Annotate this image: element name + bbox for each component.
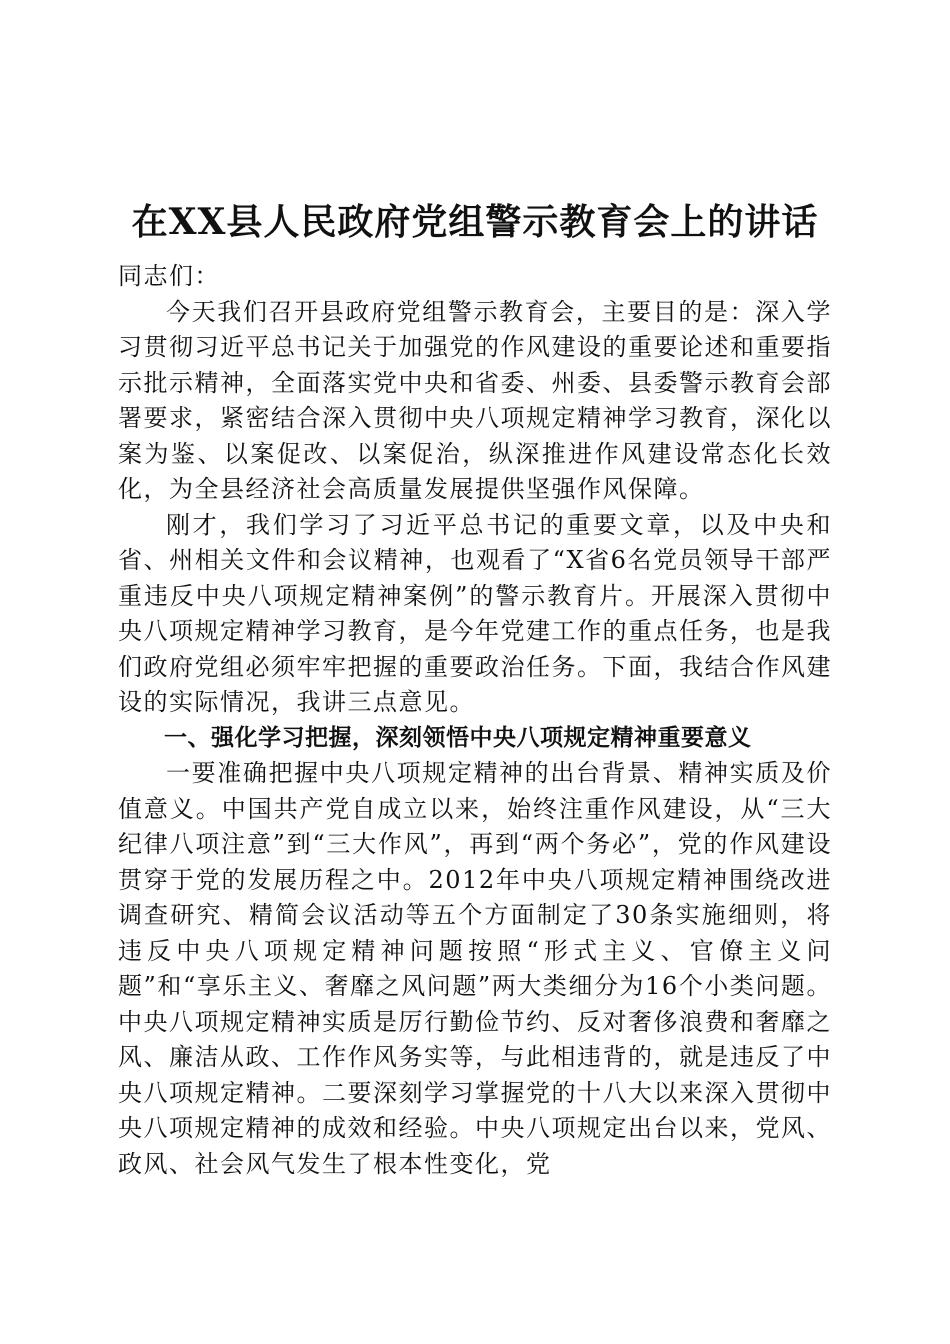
- paragraph-introduction: 刚才，我们学习了习近平总书记的重要文章，以及中央和省、州相关文件和会议精神，也观看了“X省6名党员领导干部严重违反中央八项规定精神案例”的警示教育片。开展深入贯彻中央八项规定精神学习教育，是今年党建工作的重点任务，也是我们政府党组必须牢牢把握的重要政治任务。下面，我结合作风建设的实际情况，我讲三点意见。: [118, 510, 832, 716]
- document-title: 在XX县人民政府党组警示教育会上的讲话: [131, 201, 819, 243]
- salutation: 同志们：: [118, 262, 220, 290]
- paragraph-opening: 今天我们召开县政府党组警示教育会，主要目的是：深入学习贯彻习近平总书记关于加强党的作风建设的重要论述和重要指示批示精神，全面落实党中央和省委、州委、县委警示教育会部署要求，紧密结合深入贯彻中央八项规定精神学习教育，深化以案为鉴、以案促改、以案促治，纵深推进作风建设常态化长效化，为全县经济社会高质量发展提供坚强作风保障。: [118, 297, 832, 503]
- document-body: [118, 259, 832, 1182]
- section-paragraph: 一要准确把握中央八项规定精神的出台背景、精神实质及价值意义。中国共产党自成立以来，始终注重作风建设，从“三大纪律八项注意”到“三大作风”，再到“两个务必”，党的作风建设贯穿于党的发展历程之中。2012年中央八项规定精神围绕改进调查研究、精简会议活动等五个方面制定了30条实施细则，将违反中央八项规定精神问题按照“形式主义、官僚主义问题”和“享乐主义、奢靡之风问题”两大类细分为16个小类问题。中央八项规定精神实质是厉行勤俭节约、反对奢侈浪费和奢靡之风、廉洁从政、工作作风务实等，与此相违背的，就是违反了中央八项规定精神。二要深刻学习掌握党的十八大以来深入贯彻中央八项规定精神的成效和经验。中央八项规定出台以来，党风、政风、社会风气发生了根本性变化，党: [118, 759, 832, 1178]
- section-heading: 一、强化学习把握，深刻领悟中央八项规定精神重要意义: [164, 724, 752, 751]
